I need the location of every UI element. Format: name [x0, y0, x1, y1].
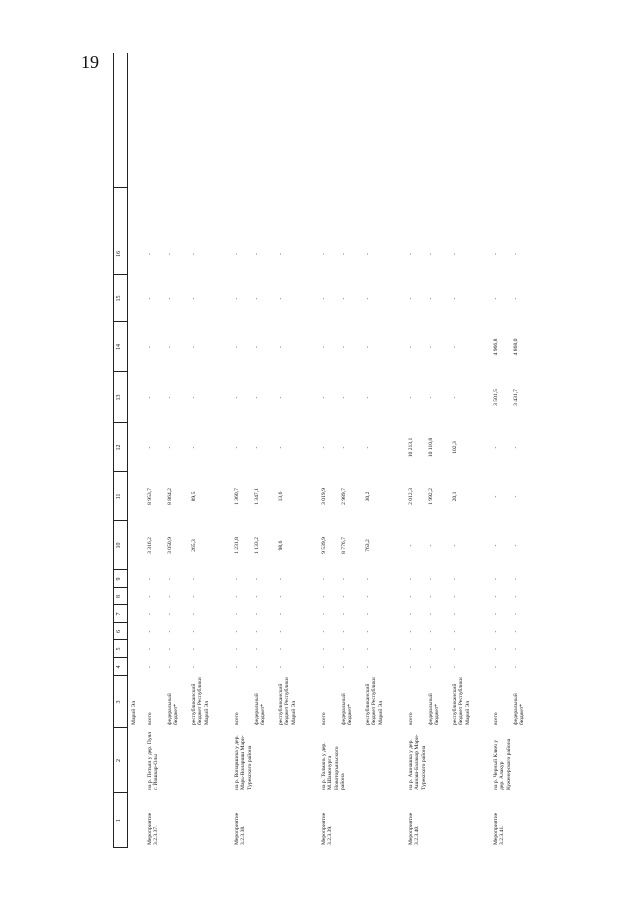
empty-value-dash: -	[278, 346, 284, 348]
empty-value-dash: -	[452, 297, 458, 300]
empty-value-dash: -	[254, 446, 260, 449]
funding-value: 9 539,9	[321, 537, 327, 554]
empty-value-dash: -	[167, 613, 173, 615]
column-header-9: 9	[116, 577, 122, 581]
funding-value: 1 992,2	[428, 488, 434, 505]
empty-value-dash: -	[234, 396, 240, 399]
empty-value-dash: -	[278, 253, 284, 255]
empty-value-dash: -	[341, 253, 347, 255]
empty-value-dash: -	[147, 595, 153, 598]
empty-value-dash: -	[191, 578, 197, 580]
empty-value-dash: -	[513, 253, 519, 255]
empty-value-dash: -	[341, 630, 347, 633]
empty-value-dash: -	[408, 630, 414, 633]
empty-value-dash: -	[365, 666, 371, 668]
empty-value-dash: -	[365, 346, 371, 348]
empty-value-dash: -	[365, 648, 371, 650]
table-top-border	[113, 53, 114, 848]
empty-value-dash: -	[234, 578, 240, 580]
empty-value-dash: -	[234, 648, 240, 650]
empty-value-dash: -	[147, 297, 153, 300]
measure-name: Мероприятие 3.2.3.40.	[408, 812, 421, 845]
empty-value-dash: -	[254, 648, 260, 650]
empty-value-dash: -	[493, 544, 499, 547]
funding-value: 13,6	[278, 491, 284, 502]
funding-source: всего	[408, 712, 414, 725]
empty-value-dash: -	[452, 666, 458, 668]
empty-value-dash: -	[513, 666, 519, 668]
column-header-1: 1	[116, 819, 122, 822]
empty-value-dash: -	[147, 666, 153, 668]
empty-value-dash: -	[428, 613, 434, 615]
empty-value-dash: -	[365, 297, 371, 300]
empty-value-dash: -	[452, 346, 458, 348]
empty-value-dash: -	[167, 297, 173, 300]
empty-value-dash: -	[408, 544, 414, 547]
funding-value: 8 776,7	[341, 537, 347, 554]
empty-value-dash: -	[365, 630, 371, 633]
empty-value-dash: -	[167, 396, 173, 399]
empty-value-dash: -	[254, 595, 260, 598]
empty-value-dash: -	[513, 595, 519, 598]
empty-value-dash: -	[341, 613, 347, 615]
empty-value-dash: -	[167, 595, 173, 598]
column-header-8: 8	[116, 595, 122, 598]
empty-value-dash: -	[191, 666, 197, 668]
funding-value: 763,2	[365, 539, 371, 552]
empty-value-dash: -	[365, 595, 371, 598]
empty-value-dash: -	[493, 630, 499, 633]
empty-value-dash: -	[254, 630, 260, 633]
empty-value-dash: -	[341, 578, 347, 580]
funding-value: 1 231,8	[234, 537, 240, 554]
empty-value-dash: -	[493, 495, 499, 498]
funding-value: 1 360,7	[234, 488, 240, 505]
empty-value-dash: -	[513, 613, 519, 615]
empty-value-dash: -	[191, 396, 197, 399]
empty-value-dash: -	[408, 666, 414, 668]
empty-value-dash: -	[278, 666, 284, 668]
funding-source: всего	[234, 712, 240, 725]
funding-value: 98,6	[278, 540, 284, 551]
funding-source: республиканский бюджет Республики Марий Эл	[365, 677, 384, 725]
empty-value-dash: -	[428, 595, 434, 598]
empty-value-dash: -	[278, 613, 284, 615]
empty-value-dash: -	[513, 578, 519, 580]
empty-value-dash: -	[147, 578, 153, 580]
column-header-7: 7	[116, 612, 122, 616]
funding-value: 3 050,9	[167, 537, 173, 554]
empty-value-dash: -	[147, 346, 153, 348]
empty-value-dash: -	[428, 346, 434, 348]
empty-value-dash: -	[234, 595, 240, 598]
empty-value-dash: -	[321, 253, 327, 255]
empty-value-dash: -	[278, 648, 284, 650]
empty-value-dash: -	[341, 595, 347, 598]
empty-value-dash: -	[493, 446, 499, 449]
empty-value-dash: -	[452, 578, 458, 580]
empty-value-dash: -	[493, 595, 499, 598]
empty-value-dash: -	[452, 253, 458, 255]
empty-value-dash: -	[234, 613, 240, 615]
empty-value-dash: -	[428, 253, 434, 255]
empty-value-dash: -	[234, 297, 240, 300]
header-column-divider	[113, 187, 127, 188]
empty-value-dash: -	[321, 578, 327, 580]
empty-value-dash: -	[428, 630, 434, 633]
empty-value-dash: -	[452, 544, 458, 547]
column-header-10: 10	[116, 542, 122, 549]
empty-value-dash: -	[254, 253, 260, 255]
measure-name: Мероприятие 3.2.3.41.	[493, 812, 506, 845]
empty-value-dash: -	[278, 578, 284, 580]
empty-value-dash: -	[278, 595, 284, 598]
empty-value-dash: -	[428, 544, 434, 547]
empty-value-dash: -	[278, 630, 284, 633]
empty-value-dash: -	[365, 613, 371, 615]
empty-value-dash: -	[147, 446, 153, 449]
empty-value-dash: -	[321, 666, 327, 668]
empty-value-dash: -	[234, 346, 240, 348]
empty-value-dash: -	[408, 595, 414, 598]
column-header-5: 5	[116, 647, 122, 651]
funding-source: федеральный бюджет*	[341, 693, 354, 725]
empty-value-dash: -	[341, 396, 347, 399]
empty-value-dash: -	[321, 648, 327, 650]
measure-object: на р. Черный Ключ у дер. Алакур Куженерского района	[493, 738, 512, 790]
empty-value-dash: -	[452, 648, 458, 650]
rotated-table	[113, 53, 543, 848]
empty-value-dash: -	[408, 297, 414, 300]
empty-value-dash: -	[321, 346, 327, 348]
funding-value: 8 864,2	[167, 488, 173, 505]
page-number: 19	[81, 52, 99, 72]
funding-value: 10 110,8	[428, 437, 434, 458]
empty-value-dash: -	[365, 396, 371, 399]
empty-value-dash: -	[408, 648, 414, 650]
empty-value-dash: -	[513, 544, 519, 547]
funding-value: 3 316,2	[147, 537, 153, 554]
empty-value-dash: -	[493, 297, 499, 300]
empty-value-dash: -	[167, 630, 173, 633]
column-header-6: 6	[116, 630, 122, 633]
column-header-15: 15	[116, 295, 122, 302]
empty-value-dash: -	[493, 648, 499, 650]
empty-value-dash: -	[365, 578, 371, 580]
empty-value-dash: -	[278, 396, 284, 399]
continued-source-text: Марий Эл	[131, 700, 137, 725]
empty-value-dash: -	[428, 396, 434, 399]
empty-value-dash: -	[365, 253, 371, 255]
funding-value: 20,1	[452, 491, 458, 502]
empty-value-dash: -	[341, 346, 347, 348]
measure-object: на р. Петьял у дер. Пуял г. Йошкар-Олы	[147, 732, 160, 790]
funding-source: республиканский бюджет Республики Марий Эл	[191, 677, 210, 725]
empty-value-dash: -	[191, 613, 197, 615]
empty-value-dash: -	[428, 666, 434, 668]
funding-value: 265,3	[191, 539, 197, 552]
empty-value-dash: -	[428, 578, 434, 580]
funding-value: 1 133,2	[254, 537, 260, 554]
column-header-16: 16	[116, 251, 122, 257]
empty-value-dash: -	[428, 297, 434, 300]
empty-value-dash: -	[234, 253, 240, 255]
empty-value-dash: -	[321, 613, 327, 615]
column-header-3: 3	[116, 700, 122, 704]
empty-value-dash: -	[513, 630, 519, 633]
empty-value-dash: -	[321, 595, 327, 598]
measure-object: на р. Толмань у дер. М.Шамонурга Новоторъяльского района	[321, 742, 347, 790]
empty-value-dash: -	[408, 613, 414, 615]
funding-value: 102,3	[452, 441, 458, 454]
empty-value-dash: -	[147, 253, 153, 255]
funding-source: республиканский бюджет Республики Марий Эл	[278, 677, 297, 725]
funding-value: 30,2	[365, 491, 371, 502]
empty-value-dash: -	[191, 630, 197, 633]
empty-value-dash: -	[167, 446, 173, 449]
funding-source: федеральный бюджет*	[513, 693, 526, 725]
empty-value-dash: -	[147, 613, 153, 615]
empty-value-dash: -	[408, 396, 414, 399]
empty-value-dash: -	[234, 666, 240, 668]
funding-value: 4 868,0	[513, 338, 519, 356]
empty-value-dash: -	[513, 446, 519, 449]
funding-value: 8 953,7	[147, 488, 153, 505]
column-header-14: 14	[116, 344, 122, 350]
empty-value-dash: -	[452, 396, 458, 399]
empty-value-dash: -	[452, 595, 458, 598]
empty-value-dash: -	[321, 396, 327, 399]
empty-value-dash: -	[278, 297, 284, 300]
empty-value-dash: -	[365, 446, 371, 449]
funding-source: федеральный бюджет*	[254, 693, 267, 725]
empty-value-dash: -	[191, 346, 197, 348]
funding-value: 89,5	[191, 491, 197, 502]
empty-value-dash: -	[167, 578, 173, 580]
empty-value-dash: -	[321, 297, 327, 300]
measure-object: на р. Ашнашка у дер. Ашнаш-Балакор Мари-Турекского района	[408, 734, 427, 790]
empty-value-dash: -	[191, 446, 197, 449]
empty-value-dash: -	[147, 648, 153, 650]
funding-value: 10 213,1	[408, 437, 414, 458]
measure-name: Мероприятие 3.2.3.38.	[234, 812, 247, 845]
header-bottom-border	[127, 53, 128, 848]
empty-value-dash: -	[191, 253, 197, 255]
empty-value-dash: -	[254, 578, 260, 580]
empty-value-dash: -	[254, 613, 260, 615]
measure-object: на р. Вонаршика у дер. Марь-Вонаршш Мари-Турекского района	[234, 735, 253, 790]
empty-value-dash: -	[513, 297, 519, 300]
empty-value-dash: -	[493, 578, 499, 580]
empty-value-dash: -	[513, 648, 519, 650]
empty-value-dash: -	[254, 666, 260, 668]
empty-value-dash: -	[513, 495, 519, 498]
empty-value-dash: -	[167, 648, 173, 650]
funding-value: 3 501,5	[493, 389, 499, 406]
funding-source: республиканский бюджет Республики Марий Эл	[452, 677, 471, 725]
funding-source: федеральный бюджет*	[167, 693, 180, 725]
empty-value-dash: -	[234, 446, 240, 449]
funding-value: 4 966,8	[493, 338, 499, 356]
empty-value-dash: -	[493, 666, 499, 668]
empty-value-dash: -	[278, 446, 284, 449]
empty-value-dash: -	[341, 446, 347, 449]
empty-value-dash: -	[493, 613, 499, 615]
column-header-2: 2	[116, 759, 122, 762]
measure-name: Мероприятие 3.2.3.37.	[147, 812, 160, 845]
empty-value-dash: -	[452, 630, 458, 633]
empty-value-dash: -	[341, 666, 347, 668]
column-header-13: 13	[116, 394, 122, 401]
funding-source: всего	[147, 712, 153, 725]
funding-value: 3 019,9	[321, 488, 327, 505]
empty-value-dash: -	[408, 578, 414, 580]
funding-value: 2 012,3	[408, 488, 414, 505]
empty-value-dash: -	[254, 396, 260, 399]
funding-source: всего	[321, 712, 327, 725]
empty-value-dash: -	[147, 396, 153, 399]
funding-value: 2 989,7	[341, 488, 347, 505]
empty-value-dash: -	[452, 613, 458, 615]
empty-value-dash: -	[408, 253, 414, 255]
empty-value-dash: -	[341, 648, 347, 650]
empty-value-dash: -	[234, 630, 240, 633]
measure-name: Мероприятие 3.2.3.39.	[321, 812, 334, 845]
empty-value-dash: -	[321, 446, 327, 449]
empty-value-dash: -	[254, 297, 260, 300]
empty-value-dash: -	[147, 630, 153, 633]
column-header-11: 11	[116, 493, 122, 500]
funding-source: всего	[493, 712, 499, 725]
empty-value-dash: -	[321, 630, 327, 633]
empty-value-dash: -	[167, 346, 173, 348]
empty-value-dash: -	[341, 297, 347, 300]
empty-value-dash: -	[167, 253, 173, 255]
empty-value-dash: -	[408, 346, 414, 348]
empty-value-dash: -	[191, 595, 197, 598]
funding-value: 3 431,7	[513, 389, 519, 406]
empty-value-dash: -	[428, 648, 434, 650]
empty-value-dash: -	[191, 297, 197, 300]
column-header-12: 12	[116, 444, 122, 451]
column-header-4: 4	[116, 665, 122, 669]
empty-value-dash: -	[493, 253, 499, 255]
funding-source: федеральный бюджет*	[428, 693, 441, 725]
empty-value-dash: -	[191, 648, 197, 650]
empty-value-dash: -	[167, 666, 173, 668]
empty-value-dash: -	[254, 346, 260, 348]
funding-value: 1 347,1	[254, 488, 260, 505]
